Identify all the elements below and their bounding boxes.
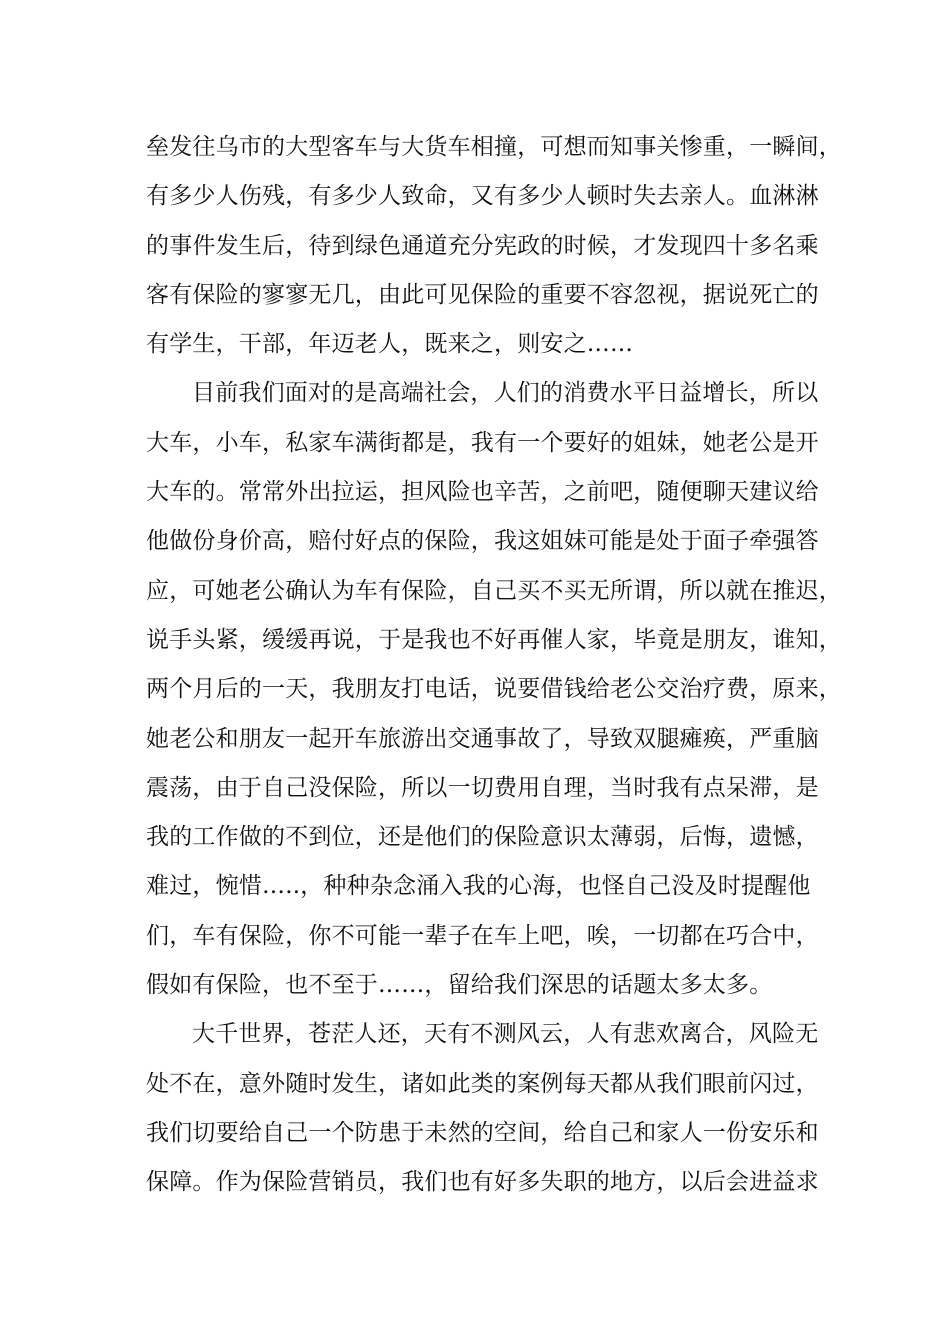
text-line: 垒发往乌市的大型客车与大货车相撞，可想而知事关惨重，一瞬间， [146, 134, 842, 160]
text-line: 我们切要给自己一个防患于未然的空间，给自己和家人一份安乐和 [146, 1119, 819, 1146]
text-line: 难过，惋惜…..，种种杂念涌入我的心海，也怪自己没及时提醒他 [146, 873, 811, 900]
text-line: 大车的。常常外出拉运，担风险也辛苦，之前吧，随便聊天建议给 [146, 479, 819, 506]
text-line: 们，车有保险，你不可能一辈子在车上吧，唉，一切都在巧合中， [146, 922, 819, 949]
body-text [146, 123, 842, 1208]
text-line: 应，可她老公确认为车有保险，自己买不买无所谓，所以就在推迟， [146, 577, 842, 604]
text-line: 有多少人伤残，有多少人致命，又有多少人顿时失去亲人。血淋淋 [146, 183, 819, 210]
text-line: 处不在，意外随时发生，诸如此类的案例每天都从我们眼前闪过， [146, 1070, 819, 1097]
text-line: 两个月后的一天，我朋友打电话，说要借钱给老公交治疗费，原来， [146, 676, 842, 703]
text-line: 保障。作为保险营销员，我们也有好多失职的地方，以后会进益求 [146, 1169, 819, 1196]
text-line: 假如有保险，也不至于……，留给我们深思的话题太多太多。 [146, 972, 773, 999]
text-line: 说手头紧，缓缓再说，于是我也不好再催人家，毕竟是朋友，谁知， [146, 626, 842, 653]
text-line: 震荡，由于自己没保险，所以一切费用自理，当时我有点呆滞，是 [146, 774, 819, 801]
text-line: 我的工作做的不到位，还是他们的保险意识太薄弱，后悔，遗憾， [146, 824, 819, 851]
text-line: 的事件发生后，待到绿色通道充分宪政的时候，才发现四十多名乘 [146, 232, 819, 259]
text-line: 她老公和朋友一起开车旅游出交通事故了，导致双腿瘫痪，严重脑 [146, 725, 819, 752]
text-line: 大千世界，苍茫人还，天有不测风云，人有悲欢离合，风险无 [192, 1021, 819, 1048]
text-line: 他做份身价高，赔付好点的保险，我这姐妹可能是处于面子牵强答 [146, 528, 819, 555]
text-line: 有学生，干部，年迈老人，既来之，则安之…… [146, 331, 634, 358]
text-line: 目前我们面对的是高端社会，人们的消费水平日益增长，所以 [192, 380, 819, 407]
text-line: 客有保险的寥寥无几，由此可见保险的重要不容忽视，据说死亡的 [146, 281, 819, 308]
text-line: 大车，小车，私家车满街都是，我有一个要好的姐妹，她老公是开 [146, 429, 819, 456]
